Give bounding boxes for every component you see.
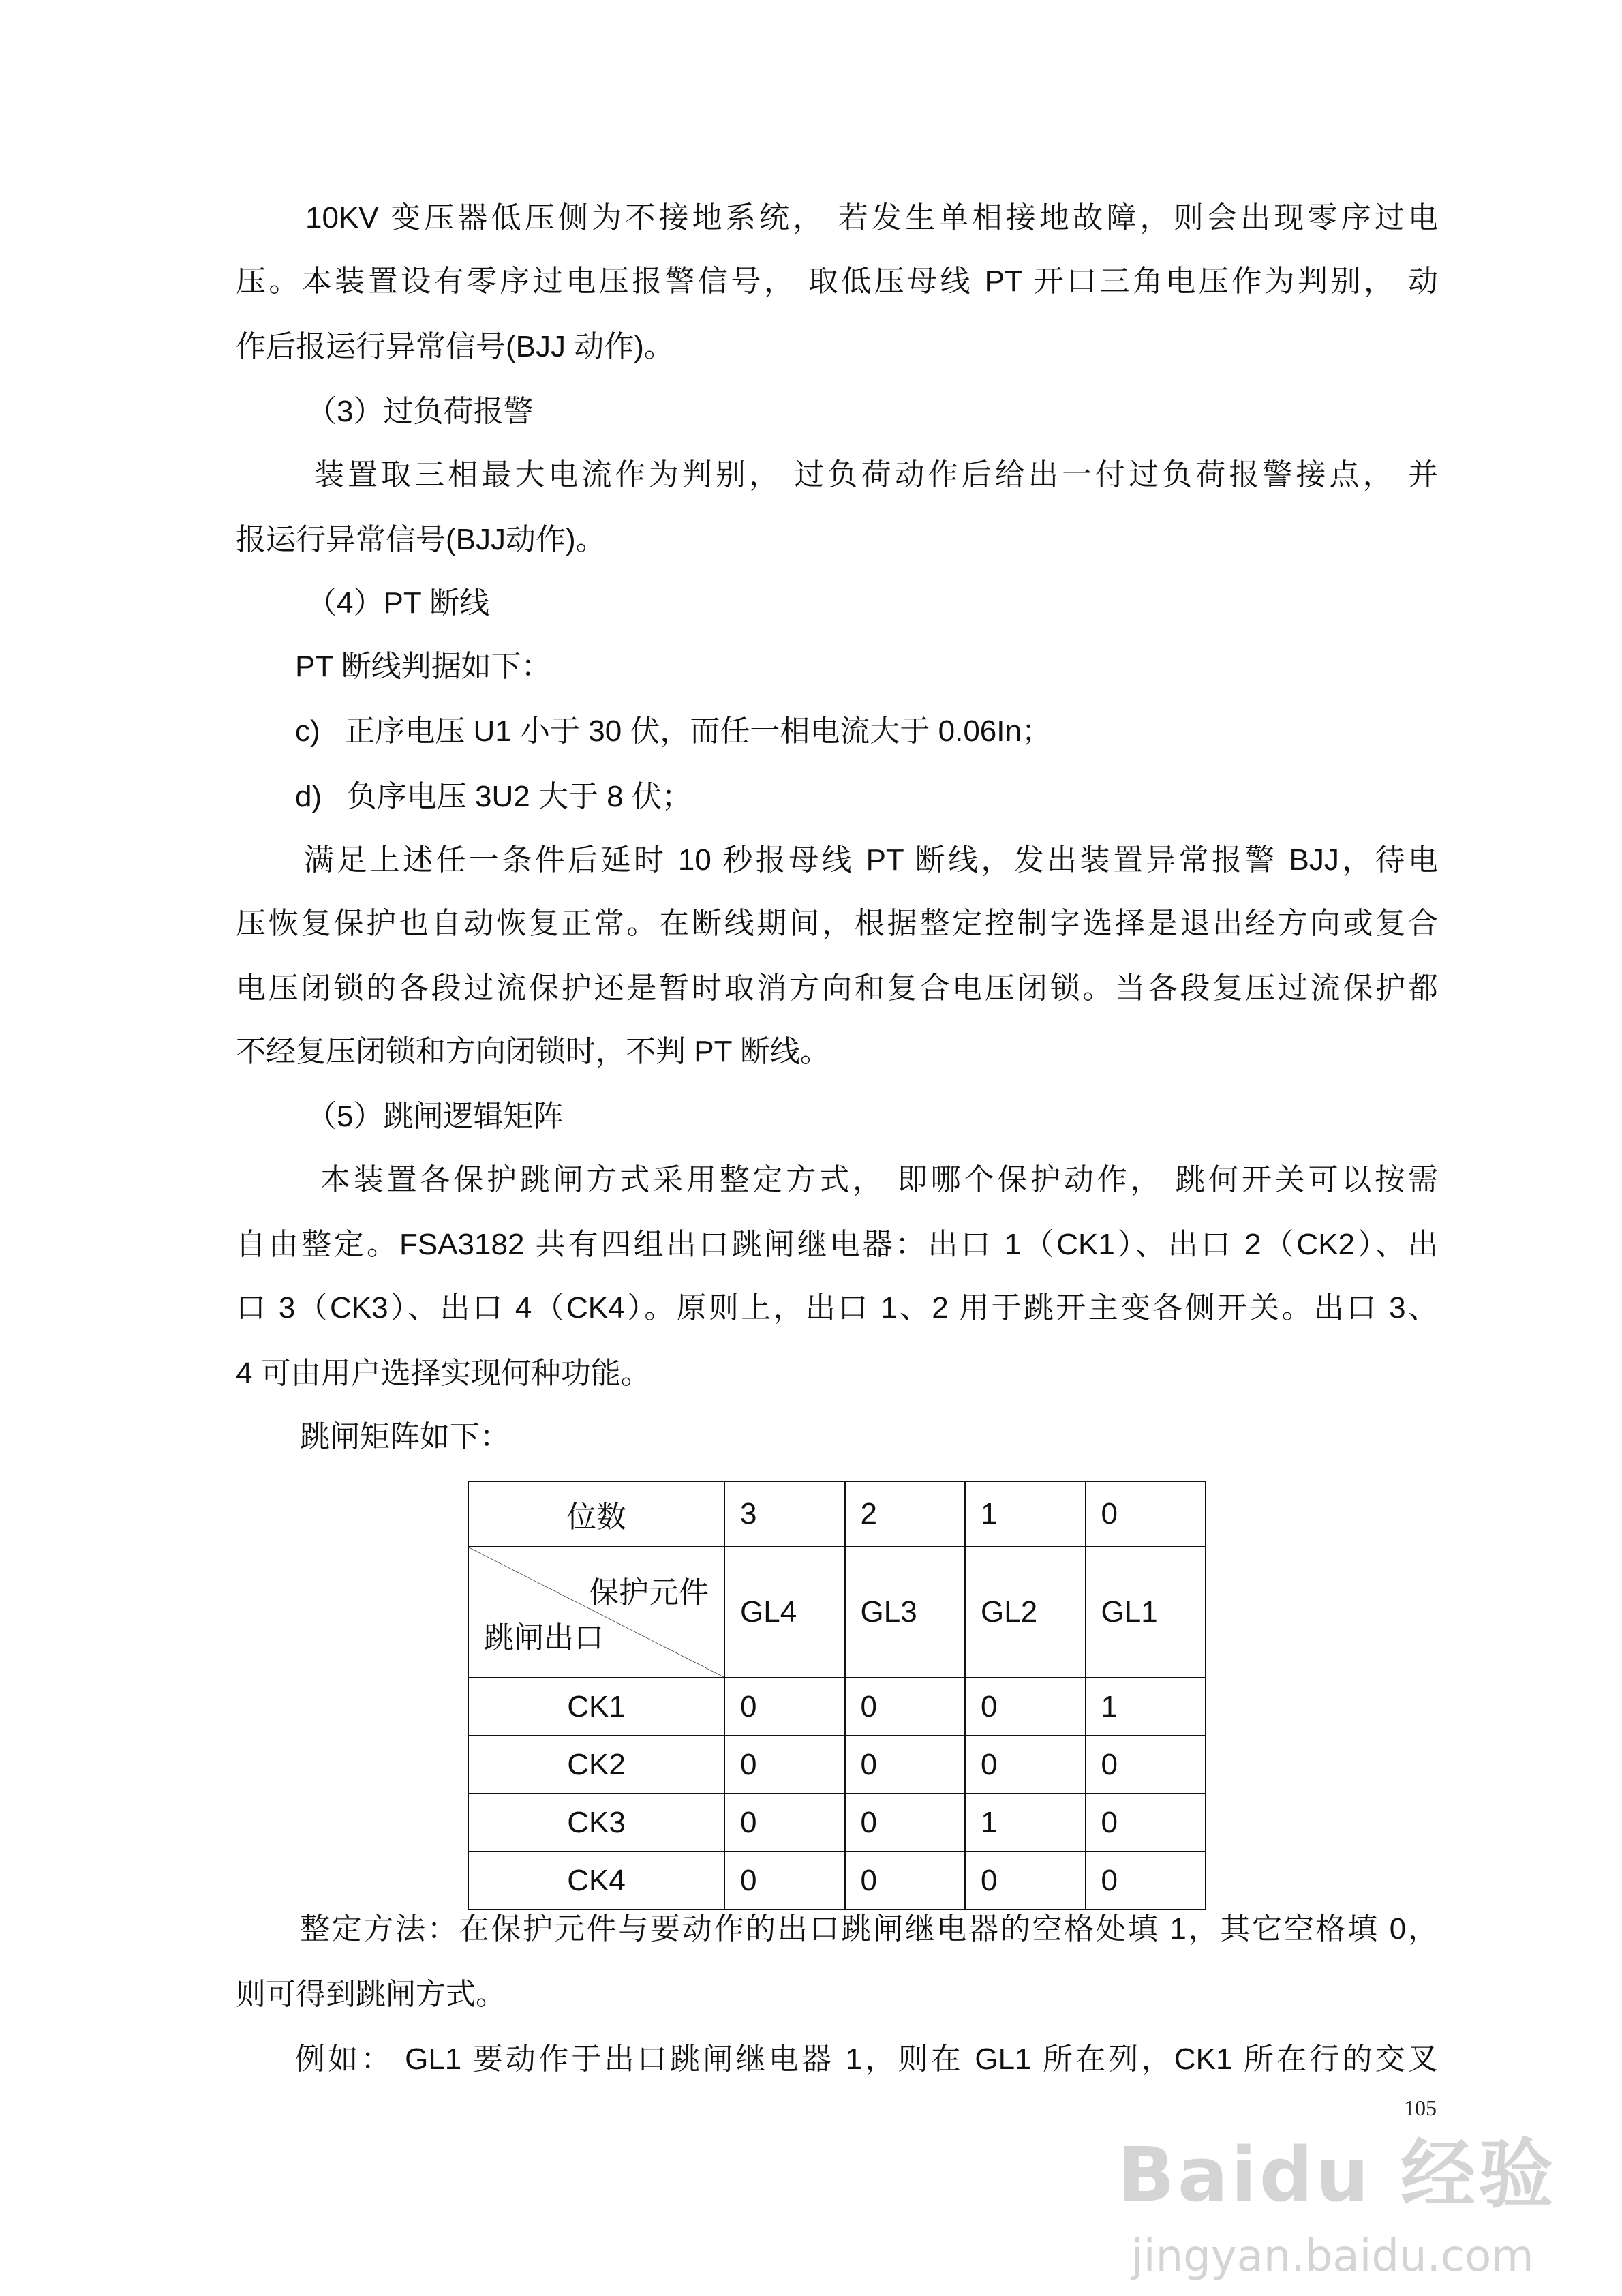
diag-top-label: 保护元件: [589, 1576, 709, 1610]
row-label: CK2: [468, 1736, 724, 1794]
paragraph-line: 压恢复保护也自动恢复正常。在断线期间，根据整定控制字选择是退出经方向或复合: [236, 907, 1438, 940]
diagonal-header-cell: [468, 1547, 724, 1678]
table-row: [468, 1794, 1206, 1852]
table-cell: 0: [845, 1794, 966, 1852]
paragraph-line: 作后报运行异常信号(BJJ 动作)。: [236, 330, 674, 363]
paragraph-line: 10KV 变压器低压侧为不接地系统， 若发生单相接地故障，则会出现零序过电: [305, 201, 1438, 235]
section-heading: （3）过负荷报警: [307, 395, 534, 428]
header-cell: 位数: [468, 1481, 724, 1547]
table-cell: 0: [724, 1852, 845, 1909]
table-cell: 0: [845, 1852, 966, 1909]
paragraph-line: 自由整定。FSA3182 共有四组出口跳闸继电器：出口 1（CK1）、出口 2（CK2）、出: [236, 1228, 1438, 1261]
section-heading: （5）跳闸逻辑矩阵: [307, 1100, 564, 1133]
table-cell: 1: [965, 1794, 1086, 1852]
table-cell: 1: [1086, 1678, 1206, 1736]
table-cell: 0: [724, 1736, 845, 1794]
table-row: [468, 1852, 1206, 1909]
table-cell: 0: [724, 1678, 845, 1736]
paragraph-line: 口 3（CK3）、出口 4（CK4）。原则上，出口 1、2 用于跳开主变各侧开关。出口 3、: [236, 1291, 1438, 1325]
paragraph-line: 整定方法：在保护元件与要动作的出口跳闸继电器的空格处填 1，其它空格填 0，: [300, 1912, 1438, 1946]
list-item: d) 负序电压 3U2 大于 8 伏；: [295, 780, 692, 813]
row-label: CK1: [468, 1678, 724, 1736]
table-row: [468, 1678, 1206, 1736]
diagonal-line: [469, 1547, 724, 1677]
paragraph-line: 装置取三相最大电流作为判别， 过负荷动作后给出一付过负荷报警接点， 并: [314, 458, 1438, 492]
element-cell: GL1: [1086, 1547, 1206, 1678]
element-cell: GL4: [724, 1547, 845, 1678]
table-cell: 0: [1086, 1852, 1206, 1909]
table-header-row: [468, 1481, 1206, 1547]
header-cell: 1: [965, 1481, 1086, 1547]
table-cell: 0: [1086, 1794, 1206, 1852]
page-number: 105: [1404, 2096, 1437, 2120]
paragraph-line: 压。本装置设有零序过电压报警信号， 取低压母线 PT 开口三角电压作为判别， 动: [236, 265, 1438, 298]
diag-bottom-label: 跳闸出口: [484, 1621, 604, 1655]
trip-matrix-table: [468, 1481, 1206, 1910]
element-cell: GL2: [965, 1547, 1086, 1678]
paragraph-line: 不经复压闭锁和方向闭锁时，不判 PT 断线。: [236, 1035, 830, 1068]
section-heading: （4）PT 断线: [307, 586, 490, 620]
paragraph-line: 电压闭锁的各段过流保护还是暂时取消方向和复合电压闭锁。当各段复压过流保护都: [236, 971, 1438, 1005]
row-label: CK3: [468, 1794, 724, 1852]
paragraph-line: 本装置各保护跳闸方式采用整定方式， 即哪个保护动作， 跳何开关可以按需: [320, 1163, 1438, 1196]
paragraph-line: 4 可由用户选择实现何种功能。: [236, 1357, 651, 1390]
header-cell: 0: [1086, 1481, 1206, 1547]
table-cell: 0: [965, 1736, 1086, 1794]
paragraph-line: 报运行异常信号(BJJ动作)。: [236, 523, 606, 556]
table-cell: 0: [724, 1794, 845, 1852]
list-item: c) 正序电压 U1 小于 30 伏，而任一相电流大于 0.06In；: [295, 714, 1052, 748]
table-cell: 0: [845, 1678, 966, 1736]
watermark-url: jingyan.baidu.com: [1131, 2231, 1534, 2282]
paragraph-line: 满足上述任一条件后延时 10 秒报母线 PT 断线，发出装置异常报警 BJJ，待电: [304, 843, 1438, 877]
table-row: [468, 1736, 1206, 1794]
table-cell: 0: [965, 1678, 1086, 1736]
element-cell: GL3: [845, 1547, 966, 1678]
paragraph-line: 例如： GL1 要动作于出口跳闸继电器 1，则在 GL1 所在列，CK1 所在行的交叉: [295, 2042, 1438, 2076]
paragraph-line: 跳闸矩阵如下：: [300, 1420, 510, 1453]
table-cell: 0: [965, 1852, 1086, 1909]
row-label: CK4: [468, 1852, 724, 1909]
paragraph-line: PT 断线判据如下：: [295, 650, 551, 683]
table-cell: 0: [1086, 1736, 1206, 1794]
paragraph-line: 则可得到跳闸方式。: [236, 1978, 506, 2011]
header-cell: 3: [724, 1481, 845, 1547]
table-cell: 0: [845, 1736, 966, 1794]
table-header-row: [468, 1547, 1206, 1678]
baidu-watermark-logo: Baidu 经验: [1118, 2131, 1557, 2218]
header-cell: 2: [845, 1481, 966, 1547]
